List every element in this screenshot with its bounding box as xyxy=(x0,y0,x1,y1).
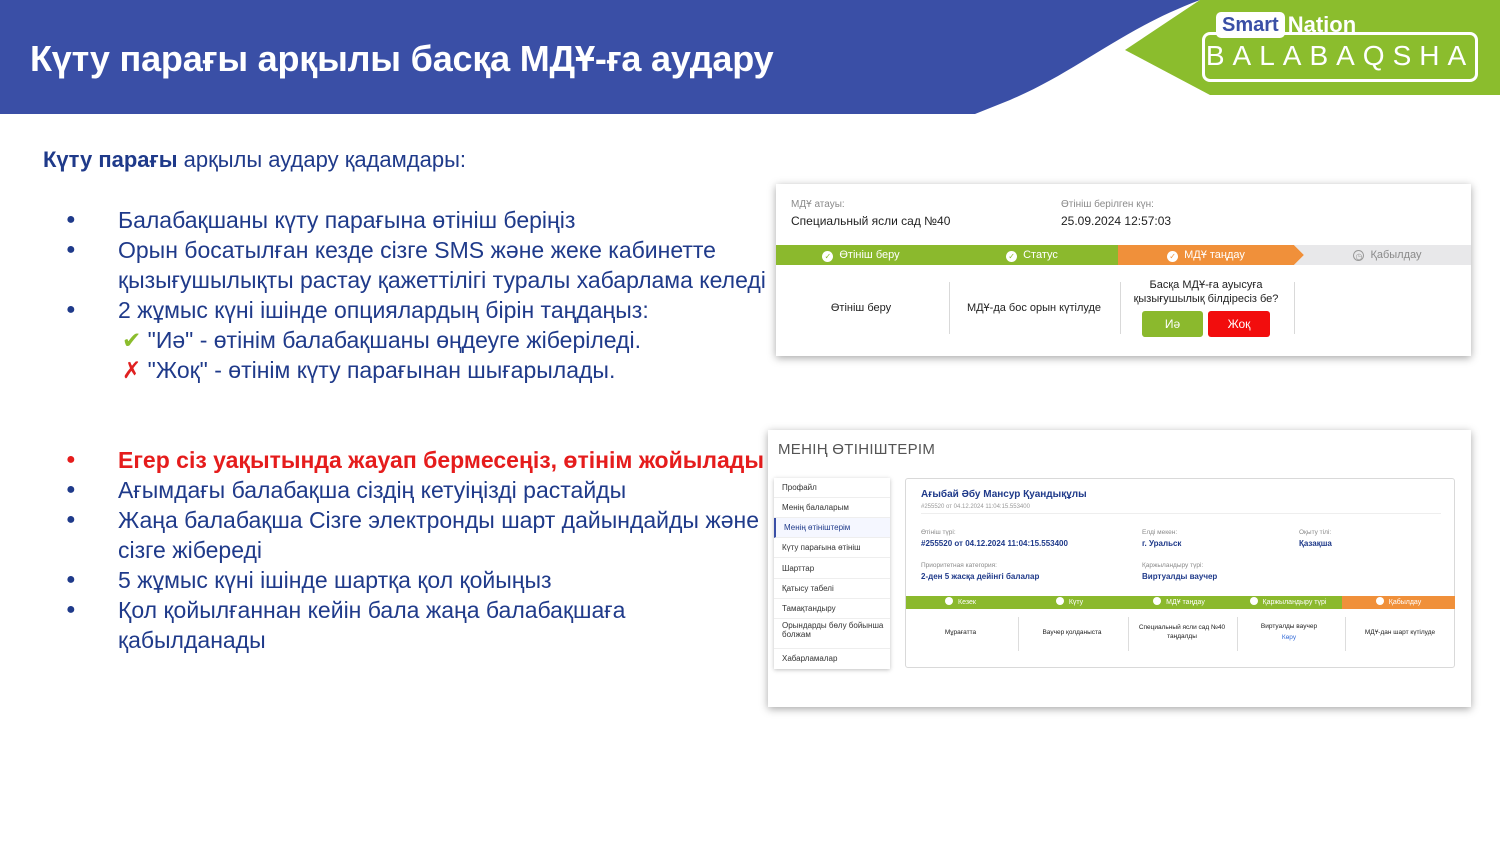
view-link[interactable]: Көру xyxy=(1281,634,1297,641)
clock-icon: ◷ xyxy=(1353,250,1364,261)
language-value: Қазақша xyxy=(1299,539,1332,548)
check-circle-icon xyxy=(1250,597,1258,605)
list-item: ● 5 жұмыс күні ішінде шартқа қол қойыңыз xyxy=(66,567,552,593)
clock-icon xyxy=(1376,597,1384,605)
sidebar-item-forecast[interactable]: Орындарды бөлу бойынша болжам xyxy=(774,619,890,649)
application-type-value: #255520 от 04.12.2024 11:04:15.553400 xyxy=(921,539,1068,548)
list-item: ● Жаңа балабақша Сізге электронды шарт дайындайды және сізге жібереді xyxy=(66,507,760,563)
check-icon: ✔ xyxy=(122,327,142,353)
sidebar-item-notifications[interactable]: Хабарламалар xyxy=(782,654,838,663)
list-item: ● Қол қойылғаннан кейін бала жаңа балабақшаға қабылданады xyxy=(66,597,626,653)
check-circle-icon: ✓ xyxy=(1006,251,1017,262)
logo-brand-text: BALABAQSHA xyxy=(1205,40,1475,71)
sidebar-item-meals[interactable]: Тамақтандыру xyxy=(774,599,890,619)
application-subtitle: #255520 от 04.12.2024 11:04:15.553400 xyxy=(921,504,1030,510)
my-applications-screenshot xyxy=(768,430,1471,707)
intro-line xyxy=(43,147,466,173)
check-circle-icon xyxy=(1056,597,1064,605)
card-cell-voucher: Ваучер қолданыста xyxy=(1042,628,1102,636)
card-cell-contract-waiting: МДҰ-дан шарт күтілуде xyxy=(1364,628,1436,636)
list-item: ● Орын босатылған кезде сізге SMS және жеке кабинетте қызығушылықты растау қажеттілігі туралы хабарлама келеді xyxy=(66,237,766,293)
sidebar-item-waitlist-application[interactable]: Күту парағына өтініш xyxy=(774,538,890,558)
check-circle-icon xyxy=(945,597,953,605)
smart-nation-logo xyxy=(1200,10,1480,84)
card-step-admission: Қабылдау xyxy=(1342,596,1455,609)
list-item: ● Ағымдағы балабақша сіздің кетуіңізді растайды xyxy=(66,477,627,503)
sidebar-item-attendance[interactable]: Қатысу табелі xyxy=(774,579,890,599)
sidebar-item-profile[interactable]: Профайл xyxy=(774,478,890,498)
cell-submit: Өтініш беру xyxy=(830,302,892,314)
logo-nation-text: Nation xyxy=(1287,12,1357,37)
submission-date-label: Өтініш берілген күн: xyxy=(1061,199,1154,210)
intro-rest: арқылы аудару қадамдары: xyxy=(177,147,466,172)
sidebar-item-my-applications[interactable]: Менің өтініштерім xyxy=(774,518,890,538)
no-option-line: ✗ "Жоқ" - өтінім күту парағынан шығарылады. xyxy=(122,357,616,383)
step-submit: ✓ Өтініш беру xyxy=(776,245,946,265)
page-title: МЕНІҢ ӨТІНІШТЕРІМ xyxy=(778,441,936,458)
yes-option-line: ✔ "Иә" - өтінім балабақшаны өңдеуге жіберіледі. xyxy=(122,327,641,353)
check-circle-icon: ✓ xyxy=(822,251,833,262)
slide-header xyxy=(0,0,1500,114)
card-step-choose: МДҰ таңдау xyxy=(1124,596,1234,609)
transfer-question: Басқа МДҰ-ға ауысуға қызығушылық білдіресіз бе? xyxy=(1133,279,1279,305)
list-item: ● Балабақшаны күту парағына өтініш беріңіз xyxy=(66,207,576,233)
no-button[interactable]: Жоқ xyxy=(1208,311,1270,337)
list-item: ● 2 жұмыс күні ішінде опциялардың бірін таңдаңыз: ✔ "Иә" - өтінім балабақшаны өңдеуге жіберіледі. ✗ "Жоқ" - өтінім күту парағынан шығарылады. xyxy=(66,295,766,385)
yes-button[interactable]: Иә xyxy=(1142,311,1203,337)
warning-item: ● Егер сіз уақытында жауап бермесеңіз, өтінім жойылады xyxy=(66,447,765,473)
step-admission: ◷ Қабылдау xyxy=(1355,249,1422,261)
sidebar-item-contracts[interactable]: Шарттар xyxy=(774,559,890,579)
card-cell-virtual-voucher: Виртуалды ваучер Көру xyxy=(1260,623,1318,641)
kindergarten-name-value: Специальный ясли сад №40 xyxy=(791,214,951,228)
steps-list xyxy=(66,205,766,655)
card-step-financing: Қаржыландыру түрі xyxy=(1234,596,1342,609)
kindergarten-name-label: МДҰ атауы: xyxy=(791,199,845,210)
card-cell-archive: Мұрағатта xyxy=(944,628,977,636)
financing-type-value: Виртуалды ваучер xyxy=(1142,572,1218,581)
intro-bold: Күту парағы xyxy=(43,147,178,172)
card-cell-selected: Специальный ясли сад №40 таңдалды xyxy=(1138,624,1226,640)
locality-value: г. Уральск xyxy=(1142,539,1182,548)
card-step-queue: Кезек xyxy=(906,596,1015,609)
application-status-screenshot xyxy=(776,184,1471,356)
logo-smart-text: Smart xyxy=(1216,12,1285,38)
progress-steps xyxy=(776,245,1471,265)
sidebar-item-my-children[interactable]: Менің балаларым xyxy=(774,498,890,518)
sidebar-menu xyxy=(774,478,890,669)
card-step-waiting: Күту xyxy=(1015,596,1124,609)
priority-category-value: 2-ден 5 жасқа дейінгі балалар xyxy=(921,572,1040,581)
check-circle-icon xyxy=(1153,597,1161,605)
cross-icon: ✗ xyxy=(122,357,142,383)
slide-title: Күту парағы арқылы басқа МДҰ-ға аудару xyxy=(30,38,774,79)
application-card: Ағыбай Әбу Мансур Қуандықұлы #255520 от 04.12.2024 11:04:15.553400 Өтініш түрі: #255520 от 04.12.2024 11:04:15.553400 Елді мекен: г. Уральск Оқыту тілі: Қазақша Приоритетная категория: 2-ден 5 жасқа дейінгі балалар Қаржыландыру түрі: Виртуалды ваучер Кезек Күту МДҰ таңдау Қаржыландыру түрі Қабылдау Мұрағатта Ваучер қолданыста Специальный ясли сад №40 таңдалды Виртуалды ваучер Көру МДҰ-дан шарт күтілуде xyxy=(905,478,1455,668)
step-choose-kindergarten: ✓ МДҰ таңдау xyxy=(1118,245,1294,265)
step-status: ✓ Статус xyxy=(946,245,1118,265)
submission-date-value: 25.09.2024 12:57:03 xyxy=(1061,214,1172,228)
check-circle-icon: ✓ xyxy=(1167,251,1178,262)
child-name: Ағыбай Әбу Мансур Қуандықұлы xyxy=(921,489,1087,500)
cell-waiting: МДҰ-да бос орын күтілуде xyxy=(966,302,1102,314)
